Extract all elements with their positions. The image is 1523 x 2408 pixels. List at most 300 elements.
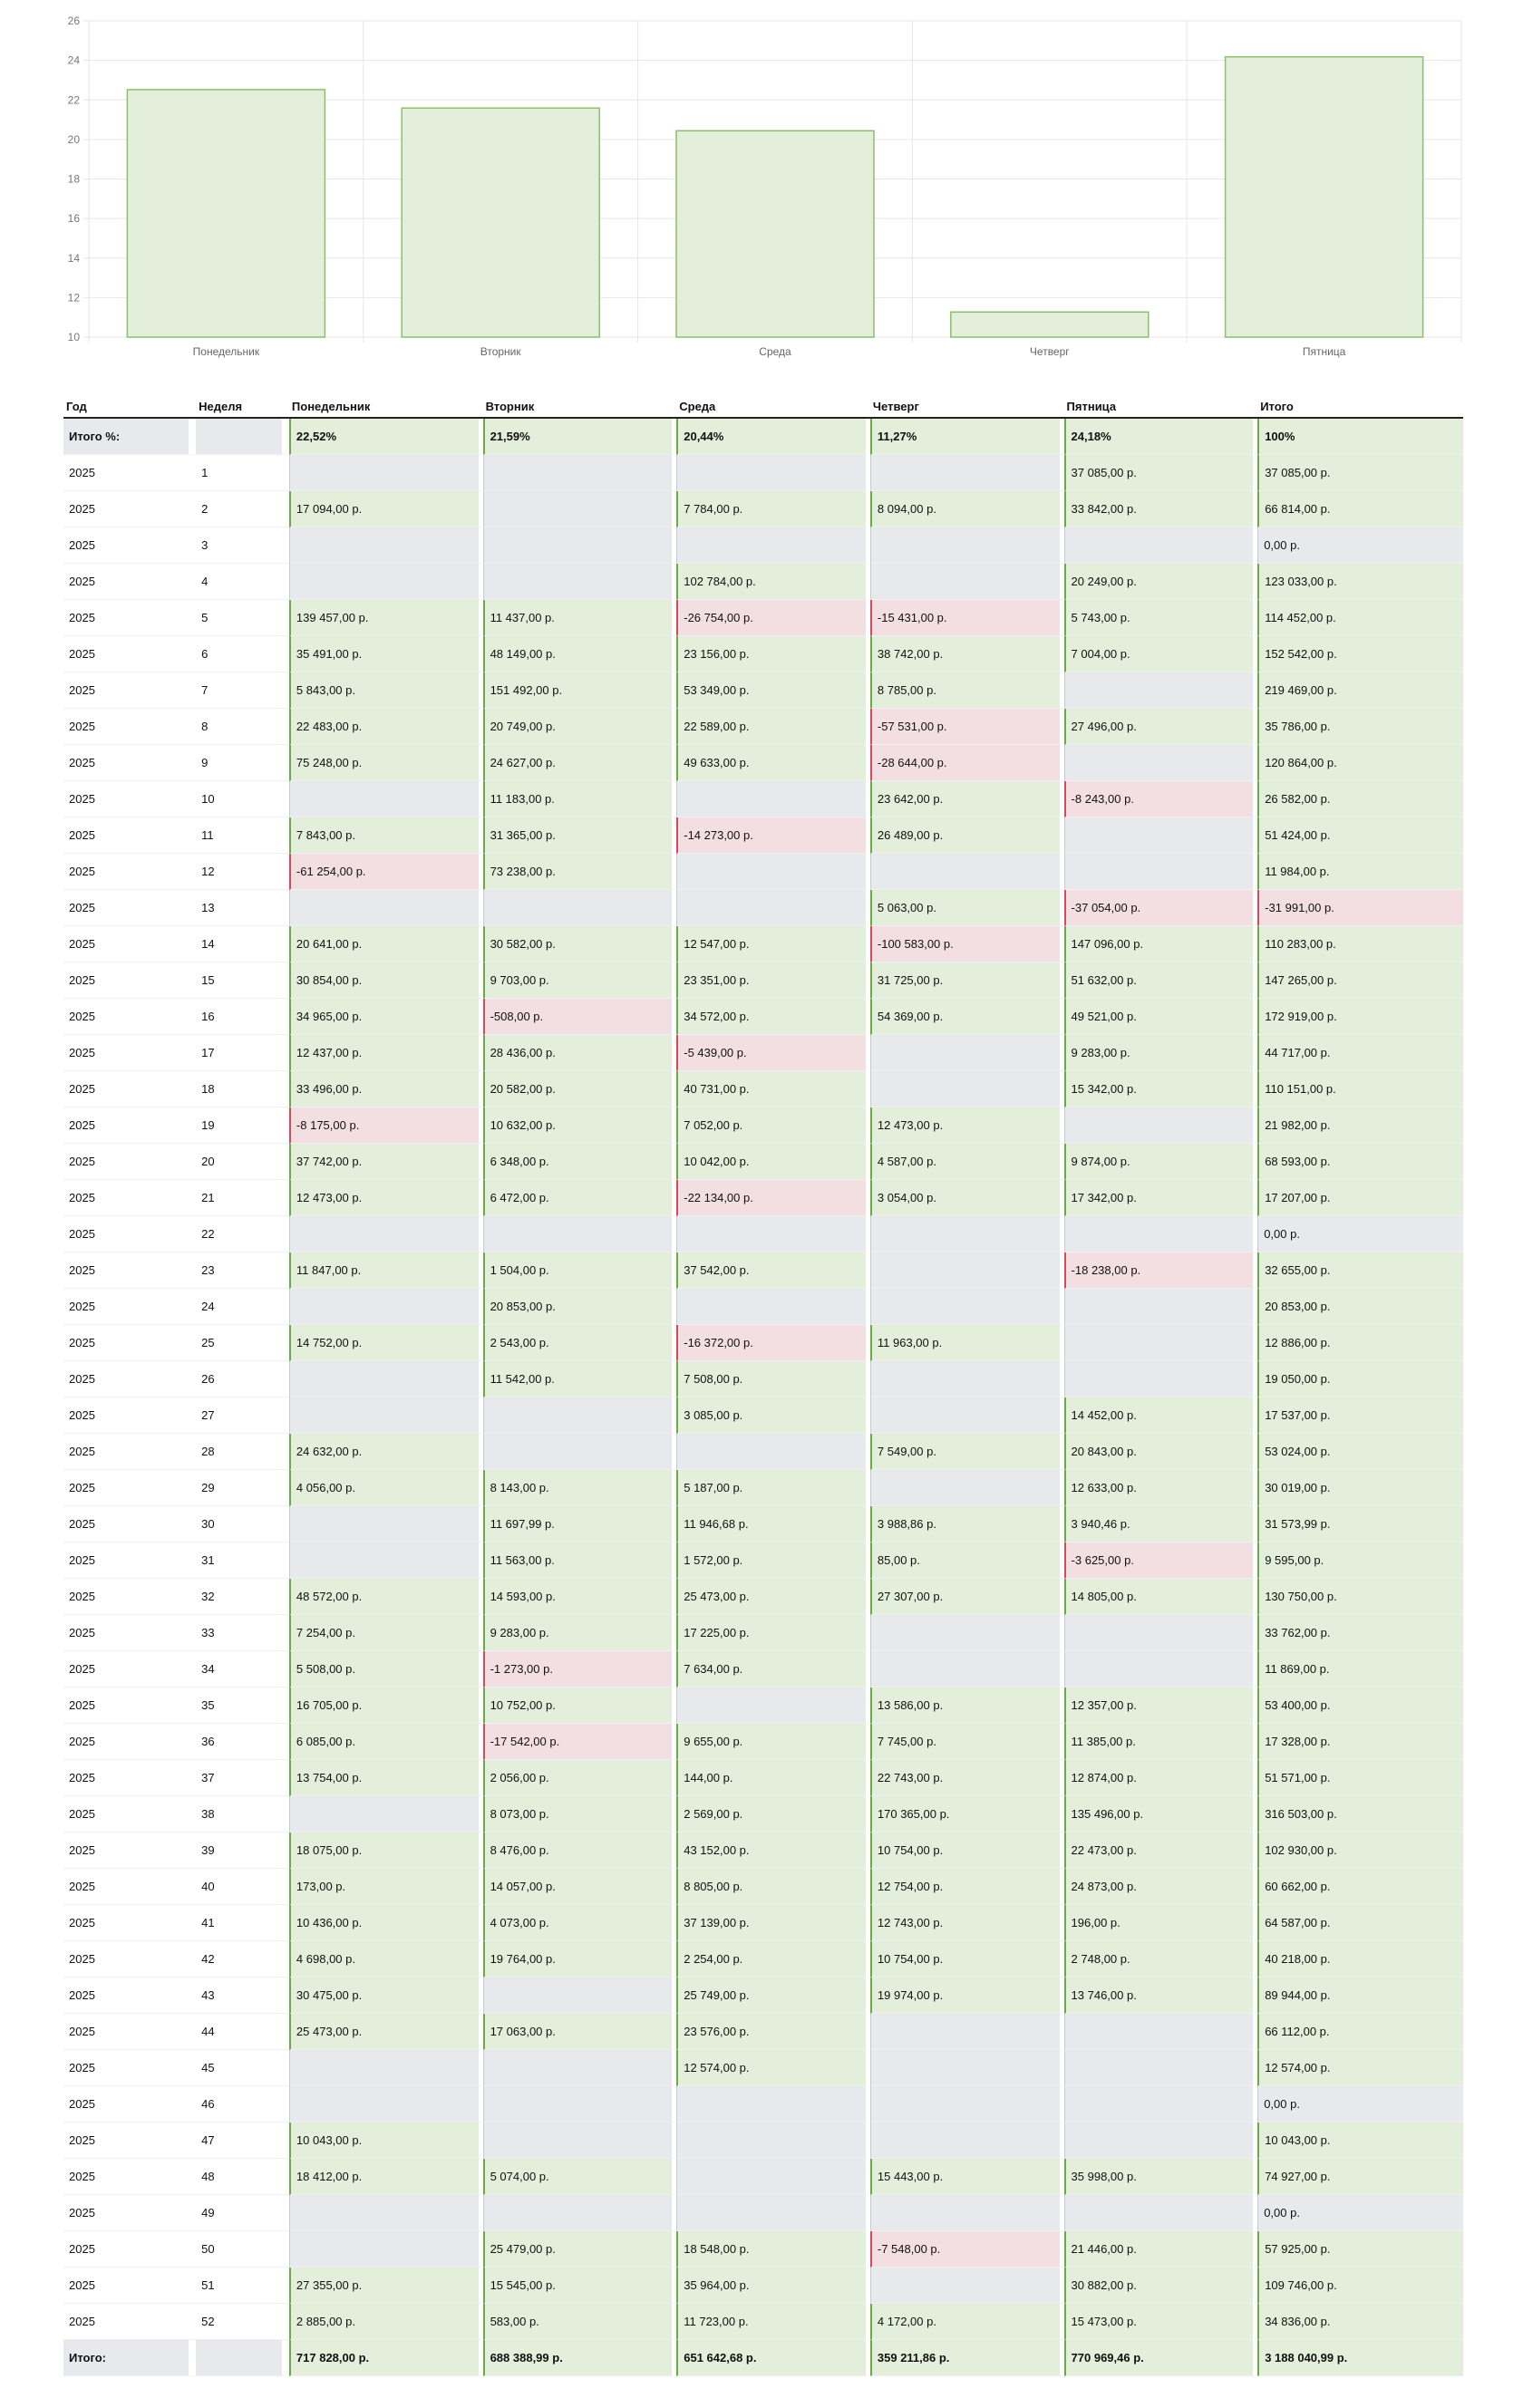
cell-total: 34 836,00 р.: [1257, 2304, 1463, 2340]
percent-total: 100%: [1257, 419, 1463, 455]
cell-tuesday: -17 542,00 р.: [483, 1724, 677, 1760]
cell-monday: [289, 1506, 483, 1542]
cell-friday: [1064, 745, 1258, 781]
cell-year: 2025: [63, 1724, 196, 1760]
cell-week: 20: [196, 1144, 289, 1180]
cell-friday: [1064, 1289, 1258, 1325]
cell-tuesday: 583,00 р.: [483, 2304, 677, 2340]
cell-monday: 2 885,00 р.: [289, 2304, 483, 2340]
cell-tuesday: 11 697,99 р.: [483, 1506, 677, 1542]
cell-thursday: 8 785,00 р.: [870, 672, 1064, 709]
table-row: [63, 1361, 1463, 1397]
total-row-week-blank: [196, 2340, 289, 2376]
table-row: [63, 781, 1463, 817]
cell-thursday: [870, 1035, 1064, 1071]
cell-tuesday: 25 479,00 р.: [483, 2231, 677, 2268]
bar-3[interactable]: [676, 131, 874, 337]
table-row: [63, 2050, 1463, 2086]
bar-2[interactable]: [402, 108, 599, 337]
cell-wednesday: [676, 1688, 870, 1724]
cell-year: 2025: [63, 854, 196, 890]
cell-friday: [1064, 1325, 1258, 1361]
cell-year: 2025: [63, 491, 196, 527]
cell-total: 12 886,00 р.: [1257, 1325, 1463, 1361]
cell-friday: 11 385,00 р.: [1064, 1724, 1258, 1760]
table-row: [63, 1542, 1463, 1579]
cell-year: 2025: [63, 2050, 196, 2086]
cell-wednesday: 37 542,00 р.: [676, 1252, 870, 1289]
cell-thursday: 170 365,00 р.: [870, 1796, 1064, 1833]
cell-monday: 37 742,00 р.: [289, 1144, 483, 1180]
percent-tuesday: 21,59%: [483, 419, 677, 455]
cell-week: 34: [196, 1651, 289, 1688]
cell-friday: 22 473,00 р.: [1064, 1833, 1258, 1869]
cell-thursday: 27 307,00 р.: [870, 1579, 1064, 1615]
cell-week: 28: [196, 1434, 289, 1470]
cell-week: 44: [196, 2014, 289, 2050]
cell-monday: [289, 455, 483, 491]
cell-total: 102 930,00 р.: [1257, 1833, 1463, 1869]
table-row: [63, 1978, 1463, 2014]
cell-wednesday: [676, 854, 870, 890]
cell-year: 2025: [63, 1216, 196, 1252]
cell-wednesday: 2 254,00 р.: [676, 1941, 870, 1978]
cell-week: 43: [196, 1978, 289, 2014]
cell-thursday: 7 745,00 р.: [870, 1724, 1064, 1760]
table-row: [63, 1289, 1463, 1325]
cell-tuesday: [483, 2086, 677, 2123]
cell-week: 21: [196, 1180, 289, 1216]
table-row: [63, 1107, 1463, 1144]
bar-4[interactable]: [951, 312, 1149, 337]
cell-tuesday: [483, 564, 677, 600]
table-row: [63, 962, 1463, 999]
cell-total: 316 503,00 р.: [1257, 1796, 1463, 1833]
cell-year: 2025: [63, 1252, 196, 1289]
cell-friday: 2 748,00 р.: [1064, 1941, 1258, 1978]
cell-week: 47: [196, 2123, 289, 2159]
cell-friday: 13 746,00 р.: [1064, 1978, 1258, 2014]
cell-friday: 12 633,00 р.: [1064, 1470, 1258, 1506]
cell-friday: [1064, 2014, 1258, 2050]
table-row: [63, 564, 1463, 600]
cell-friday: [1064, 1651, 1258, 1688]
cell-friday: 5 743,00 р.: [1064, 600, 1258, 636]
cell-tuesday: 4 073,00 р.: [483, 1905, 677, 1941]
table-row: [63, 455, 1463, 491]
cell-tuesday: 11 183,00 р.: [483, 781, 677, 817]
cell-thursday: [870, 1397, 1064, 1434]
cell-total: 147 265,00 р.: [1257, 962, 1463, 999]
cell-friday: 7 004,00 р.: [1064, 636, 1258, 672]
cell-wednesday: 25 749,00 р.: [676, 1978, 870, 2014]
table-row: [63, 1833, 1463, 1869]
cell-monday: 33 496,00 р.: [289, 1071, 483, 1107]
cell-friday: 51 632,00 р.: [1064, 962, 1258, 999]
cell-total: 12 574,00 р.: [1257, 2050, 1463, 2086]
cell-week: 13: [196, 890, 289, 926]
cell-total: 11 869,00 р.: [1257, 1651, 1463, 1688]
cell-monday: -61 254,00 р.: [289, 854, 483, 890]
cell-total: 64 587,00 р.: [1257, 1905, 1463, 1941]
cell-week: 37: [196, 1760, 289, 1796]
cell-friday: -3 625,00 р.: [1064, 1542, 1258, 1579]
cell-wednesday: [676, 1216, 870, 1252]
cell-wednesday: 7 508,00 р.: [676, 1361, 870, 1397]
cell-tuesday: 20 749,00 р.: [483, 709, 677, 745]
cell-friday: 30 882,00 р.: [1064, 2268, 1258, 2304]
cell-total: 74 927,00 р.: [1257, 2159, 1463, 2195]
cell-wednesday: -16 372,00 р.: [676, 1325, 870, 1361]
cell-thursday: 12 473,00 р.: [870, 1107, 1064, 1144]
cell-thursday: 85,00 р.: [870, 1542, 1064, 1579]
cell-tuesday: 20 582,00 р.: [483, 1071, 677, 1107]
chart-canvas: [0, 0, 1523, 363]
cell-tuesday: -508,00 р.: [483, 999, 677, 1035]
cell-friday: 35 998,00 р.: [1064, 2159, 1258, 2195]
chart-bars: [127, 57, 1422, 337]
cell-tuesday: 11 542,00 р.: [483, 1361, 677, 1397]
cell-monday: 18 075,00 р.: [289, 1833, 483, 1869]
cell-friday: 37 085,00 р.: [1064, 455, 1258, 491]
table-row: [63, 1905, 1463, 1941]
cell-monday: 17 094,00 р.: [289, 491, 483, 527]
table-row: [63, 491, 1463, 527]
cell-year: 2025: [63, 1180, 196, 1216]
cell-total: 0,00 р.: [1257, 2195, 1463, 2231]
cell-year: 2025: [63, 1542, 196, 1579]
table-row: [63, 527, 1463, 564]
cell-week: 6: [196, 636, 289, 672]
cell-tuesday: 14 057,00 р.: [483, 1869, 677, 1905]
cell-year: 2025: [63, 781, 196, 817]
cell-thursday: 5 063,00 р.: [870, 890, 1064, 926]
cell-thursday: [870, 2050, 1064, 2086]
cell-year: 2025: [63, 1579, 196, 1615]
table-row: [63, 1760, 1463, 1796]
cell-thursday: 10 754,00 р.: [870, 1941, 1064, 1978]
header-wednesday: Среда: [676, 395, 870, 419]
cell-total: 114 452,00 р.: [1257, 600, 1463, 636]
cell-total: 53 024,00 р.: [1257, 1434, 1463, 1470]
cell-monday: [289, 2086, 483, 2123]
cell-total: 66 112,00 р.: [1257, 2014, 1463, 2050]
cell-wednesday: 25 473,00 р.: [676, 1579, 870, 1615]
cell-wednesday: 10 042,00 р.: [676, 1144, 870, 1180]
cell-week: 39: [196, 1833, 289, 1869]
cell-tuesday: 6 348,00 р.: [483, 1144, 677, 1180]
cell-thursday: 11 963,00 р.: [870, 1325, 1064, 1361]
cell-week: 42: [196, 1941, 289, 1978]
cell-tuesday: 30 582,00 р.: [483, 926, 677, 962]
cell-total: 20 853,00 р.: [1257, 1289, 1463, 1325]
y-tick-label: 12: [67, 291, 80, 305]
total-wednesday: 651 642,68 р.: [676, 2340, 870, 2376]
cell-monday: 6 085,00 р.: [289, 1724, 483, 1760]
cell-year: 2025: [63, 1760, 196, 1796]
cell-year: 2025: [63, 2123, 196, 2159]
cell-thursday: [870, 527, 1064, 564]
table-row: [63, 709, 1463, 745]
table-row: [63, 2231, 1463, 2268]
cell-monday: [289, 564, 483, 600]
cell-year: 2025: [63, 600, 196, 636]
cell-monday: 30 475,00 р.: [289, 1978, 483, 2014]
cell-year: 2025: [63, 999, 196, 1035]
cell-year: 2025: [63, 636, 196, 672]
cell-thursday: -7 548,00 р.: [870, 2231, 1064, 2268]
cell-total: 109 746,00 р.: [1257, 2268, 1463, 2304]
cell-year: 2025: [63, 1035, 196, 1071]
cell-total: 44 717,00 р.: [1257, 1035, 1463, 1071]
cell-wednesday: 11 946,68 р.: [676, 1506, 870, 1542]
cell-monday: 27 355,00 р.: [289, 2268, 483, 2304]
cell-monday: [289, 1397, 483, 1434]
header-tuesday: Вторник: [483, 395, 677, 419]
table-row: [63, 890, 1463, 926]
y-tick-label: 20: [67, 132, 80, 146]
cell-week: 40: [196, 1869, 289, 1905]
cell-wednesday: [676, 2123, 870, 2159]
cell-total: 10 043,00 р.: [1257, 2123, 1463, 2159]
cell-week: 1: [196, 455, 289, 491]
cell-monday: 7 254,00 р.: [289, 1615, 483, 1651]
percent-monday: 22,52%: [289, 419, 483, 455]
cell-total: 172 919,00 р.: [1257, 999, 1463, 1035]
table-row: [63, 1434, 1463, 1470]
table-row: [63, 1397, 1463, 1434]
cell-total: 0,00 р.: [1257, 2086, 1463, 2123]
cell-week: 32: [196, 1579, 289, 1615]
cell-thursday: 13 586,00 р.: [870, 1688, 1064, 1724]
cell-wednesday: 18 548,00 р.: [676, 2231, 870, 2268]
cell-tuesday: [483, 455, 677, 491]
cell-tuesday: 14 593,00 р.: [483, 1579, 677, 1615]
total-tuesday: 688 388,99 р.: [483, 2340, 677, 2376]
cell-tuesday: [483, 527, 677, 564]
cell-tuesday: 2 056,00 р.: [483, 1760, 677, 1796]
cell-wednesday: 7 052,00 р.: [676, 1107, 870, 1144]
cell-year: 2025: [63, 2159, 196, 2195]
total-friday: 770 969,46 р.: [1064, 2340, 1258, 2376]
cell-thursday: [870, 2014, 1064, 2050]
cell-year: 2025: [63, 1434, 196, 1470]
cell-friday: [1064, 672, 1258, 709]
table-row: [63, 1144, 1463, 1180]
cell-thursday: [870, 455, 1064, 491]
cell-total: 37 085,00 р.: [1257, 455, 1463, 491]
cell-total: 21 982,00 р.: [1257, 1107, 1463, 1144]
cell-tuesday: 10 632,00 р.: [483, 1107, 677, 1144]
cell-wednesday: 1 572,00 р.: [676, 1542, 870, 1579]
cell-wednesday: 11 723,00 р.: [676, 2304, 870, 2340]
cell-week: 26: [196, 1361, 289, 1397]
cell-monday: [289, 890, 483, 926]
cell-tuesday: 2 543,00 р.: [483, 1325, 677, 1361]
cell-thursday: [870, 2123, 1064, 2159]
cell-monday: [289, 1361, 483, 1397]
cell-week: 50: [196, 2231, 289, 2268]
cell-tuesday: 24 627,00 р.: [483, 745, 677, 781]
cell-week: 48: [196, 2159, 289, 2195]
cell-thursday: 26 489,00 р.: [870, 817, 1064, 854]
cell-friday: [1064, 1216, 1258, 1252]
cell-year: 2025: [63, 962, 196, 999]
cell-monday: [289, 2195, 483, 2231]
table-row: [63, 817, 1463, 854]
table-row: [63, 636, 1463, 672]
cell-tuesday: [483, 2123, 677, 2159]
cell-friday: -37 054,00 р.: [1064, 890, 1258, 926]
cell-year: 2025: [63, 1361, 196, 1397]
cell-thursday: 31 725,00 р.: [870, 962, 1064, 999]
table-row: [63, 1180, 1463, 1216]
cell-year: 2025: [63, 1107, 196, 1144]
cell-thursday: 7 549,00 р.: [870, 1434, 1064, 1470]
cell-friday: 20 843,00 р.: [1064, 1434, 1258, 1470]
cell-monday: 24 632,00 р.: [289, 1434, 483, 1470]
cell-year: 2025: [63, 817, 196, 854]
cell-tuesday: [483, 2050, 677, 2086]
cell-total: 35 786,00 р.: [1257, 709, 1463, 745]
cell-year: 2025: [63, 1289, 196, 1325]
cell-wednesday: [676, 2195, 870, 2231]
cell-thursday: [870, 1289, 1064, 1325]
table-row: [63, 1579, 1463, 1615]
cell-friday: 15 342,00 р.: [1064, 1071, 1258, 1107]
cell-tuesday: 8 073,00 р.: [483, 1796, 677, 1833]
cell-year: 2025: [63, 1651, 196, 1688]
cell-tuesday: 31 365,00 р.: [483, 817, 677, 854]
table-row: [63, 1724, 1463, 1760]
cell-monday: 5 843,00 р.: [289, 672, 483, 709]
cell-week: 52: [196, 2304, 289, 2340]
total-row: [63, 2340, 1463, 2376]
cell-tuesday: 8 476,00 р.: [483, 1833, 677, 1869]
total-monday: 717 828,00 р.: [289, 2340, 483, 2376]
cell-wednesday: [676, 527, 870, 564]
cell-wednesday: [676, 781, 870, 817]
cell-wednesday: 23 576,00 р.: [676, 2014, 870, 2050]
percent-thursday: 11,27%: [870, 419, 1064, 455]
cell-monday: 18 412,00 р.: [289, 2159, 483, 2195]
bar-5[interactable]: [1226, 57, 1423, 337]
cell-tuesday: 11 563,00 р.: [483, 1542, 677, 1579]
cell-tuesday: 28 436,00 р.: [483, 1035, 677, 1071]
cell-tuesday: [483, 1978, 677, 2014]
cell-total: 17 537,00 р.: [1257, 1397, 1463, 1434]
cell-year: 2025: [63, 2195, 196, 2231]
cell-year: 2025: [63, 745, 196, 781]
cell-year: 2025: [63, 1869, 196, 1905]
cell-week: 41: [196, 1905, 289, 1941]
x-category-label: Четверг: [1029, 345, 1070, 358]
cell-total: 123 033,00 р.: [1257, 564, 1463, 600]
cell-week: 18: [196, 1071, 289, 1107]
cell-total: 0,00 р.: [1257, 1216, 1463, 1252]
cell-year: 2025: [63, 890, 196, 926]
cell-year: 2025: [63, 564, 196, 600]
cell-friday: 49 521,00 р.: [1064, 999, 1258, 1035]
header-friday: Пятница: [1064, 395, 1258, 419]
weekday-bar-chart: [0, 0, 1523, 363]
table-row: [63, 600, 1463, 636]
x-category-label: Вторник: [480, 345, 521, 358]
cell-total: 0,00 р.: [1257, 527, 1463, 564]
cell-total: 120 864,00 р.: [1257, 745, 1463, 781]
cell-monday: [289, 781, 483, 817]
cell-monday: 139 457,00 р.: [289, 600, 483, 636]
cell-monday: 25 473,00 р.: [289, 2014, 483, 2050]
cell-thursday: 15 443,00 р.: [870, 2159, 1064, 2195]
cell-friday: 12 874,00 р.: [1064, 1760, 1258, 1796]
cell-wednesday: 9 655,00 р.: [676, 1724, 870, 1760]
cell-thursday: 12 743,00 р.: [870, 1905, 1064, 1941]
cell-friday: 9 874,00 р.: [1064, 1144, 1258, 1180]
cell-thursday: 22 743,00 р.: [870, 1760, 1064, 1796]
cell-monday: 20 641,00 р.: [289, 926, 483, 962]
y-tick-label: 10: [67, 331, 80, 343]
header-thursday: Четверг: [870, 395, 1064, 419]
cell-total: 219 469,00 р.: [1257, 672, 1463, 709]
cell-year: 2025: [63, 2086, 196, 2123]
table-row: [63, 2304, 1463, 2340]
cell-tuesday: 11 437,00 р.: [483, 600, 677, 636]
cell-wednesday: 34 572,00 р.: [676, 999, 870, 1035]
cell-thursday: -28 644,00 р.: [870, 745, 1064, 781]
cell-total: 66 814,00 р.: [1257, 491, 1463, 527]
cell-thursday: 8 094,00 р.: [870, 491, 1064, 527]
y-tick-label: 18: [67, 172, 80, 186]
y-tick-label: 22: [67, 93, 80, 107]
cell-wednesday: 23 351,00 р.: [676, 962, 870, 999]
cell-friday: -18 238,00 р.: [1064, 1252, 1258, 1289]
cell-tuesday: 8 143,00 р.: [483, 1470, 677, 1506]
cell-year: 2025: [63, 672, 196, 709]
cell-year: 2025: [63, 455, 196, 491]
table-row: [63, 745, 1463, 781]
bar-1[interactable]: [127, 90, 325, 337]
cell-week: 25: [196, 1325, 289, 1361]
cell-week: 29: [196, 1470, 289, 1506]
cell-total: 31 573,99 р.: [1257, 1506, 1463, 1542]
cell-year: 2025: [63, 2231, 196, 2268]
cell-year: 2025: [63, 1905, 196, 1941]
cell-total: 60 662,00 р.: [1257, 1869, 1463, 1905]
x-category-label: Пятница: [1302, 345, 1346, 358]
cell-friday: [1064, 527, 1258, 564]
cell-week: 51: [196, 2268, 289, 2304]
cell-week: 33: [196, 1615, 289, 1651]
total-grand: 3 188 040,99 р.: [1257, 2340, 1463, 2376]
cell-friday: [1064, 817, 1258, 854]
cell-wednesday: -26 754,00 р.: [676, 600, 870, 636]
header-monday: Понедельник: [289, 395, 483, 419]
cell-thursday: 10 754,00 р.: [870, 1833, 1064, 1869]
table-row: [63, 999, 1463, 1035]
cell-tuesday: 6 472,00 р.: [483, 1180, 677, 1216]
cell-wednesday: 23 156,00 р.: [676, 636, 870, 672]
cell-tuesday: 19 764,00 р.: [483, 1941, 677, 1978]
cell-wednesday: 17 225,00 р.: [676, 1615, 870, 1651]
cell-friday: [1064, 2123, 1258, 2159]
cell-friday: [1064, 2050, 1258, 2086]
cell-wednesday: 102 784,00 р.: [676, 564, 870, 600]
cell-week: 12: [196, 854, 289, 890]
cell-monday: 16 705,00 р.: [289, 1688, 483, 1724]
cell-wednesday: -5 439,00 р.: [676, 1035, 870, 1071]
cell-week: 45: [196, 2050, 289, 2086]
